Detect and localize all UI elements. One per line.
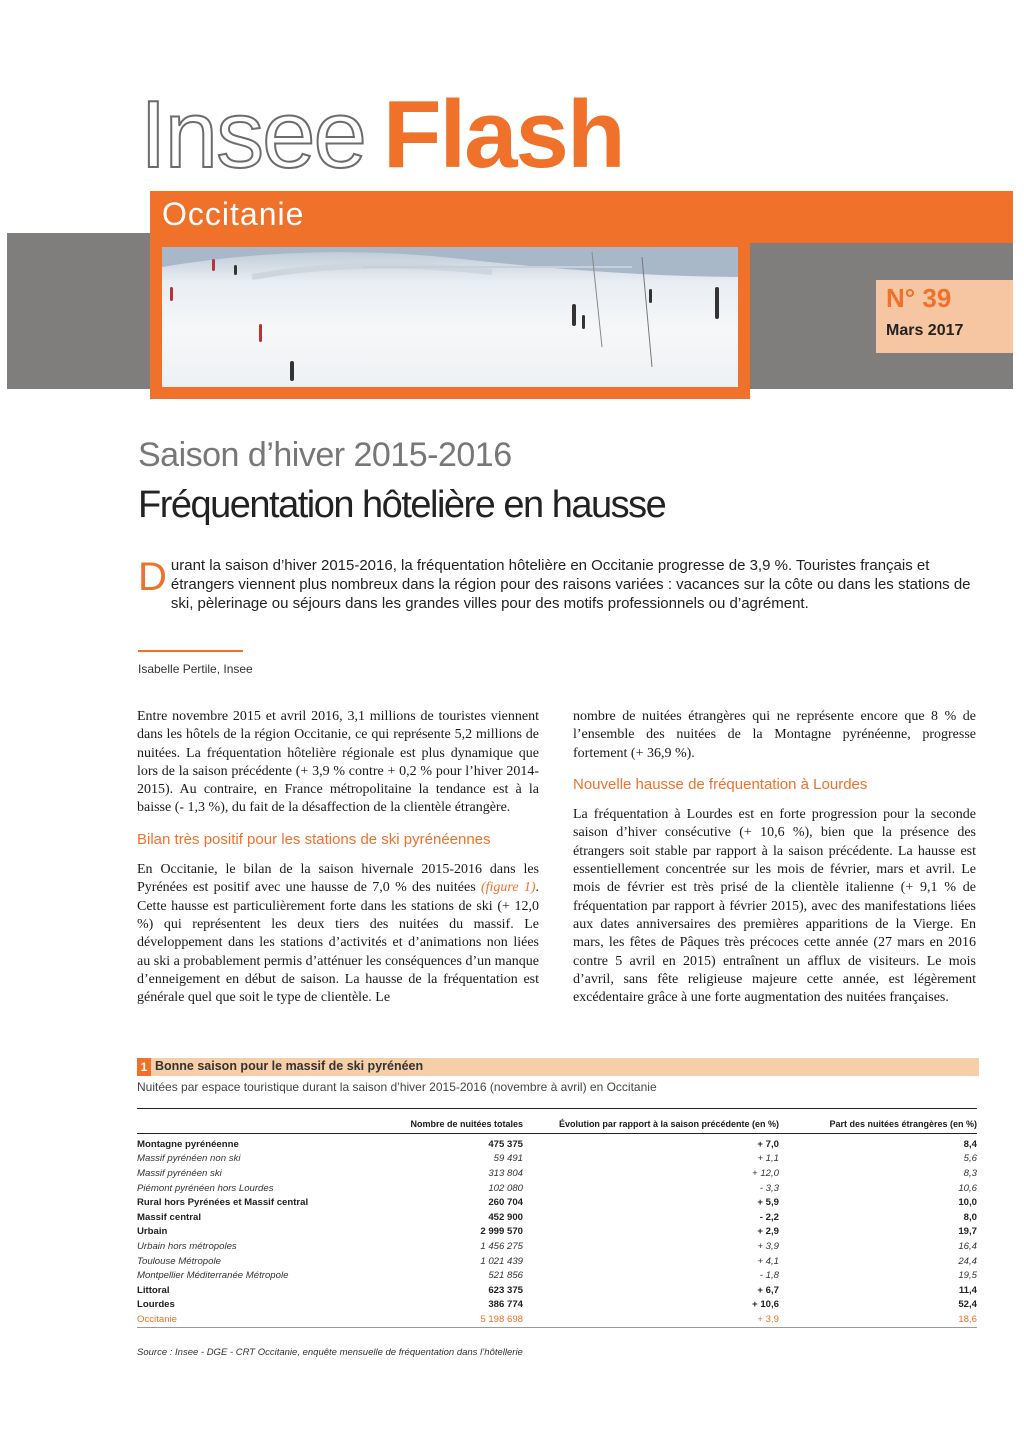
- row-label: Montagne pyrénéenne: [137, 1138, 239, 1150]
- table-row: [137, 1283, 977, 1298]
- part-cell: 52,4: [958, 1299, 977, 1311]
- part-cell: 16,4: [958, 1240, 977, 1252]
- figure-reference-link[interactable]: (figure 1): [480, 880, 536, 896]
- brand-flash: Flash: [382, 81, 624, 188]
- part-cell: 19,7: [958, 1226, 977, 1238]
- evolution-cell: + 6,7: [757, 1284, 779, 1296]
- table-header-row: [137, 1109, 977, 1134]
- table-row: [137, 1239, 977, 1254]
- row-label: Urbain: [137, 1226, 168, 1238]
- nuitees-cell: 260 704: [488, 1197, 523, 1209]
- paragraph: [137, 861, 539, 1007]
- part-cell: 8,3: [963, 1167, 977, 1179]
- brand-logo: [140, 80, 624, 190]
- ski-slope-image: [162, 247, 738, 387]
- issue-date: Mars 2017: [886, 322, 964, 339]
- row-label: Massif pyrénéen ski: [137, 1167, 222, 1179]
- table-row: [137, 1166, 977, 1181]
- nuitees-cell: 521 856: [488, 1270, 523, 1282]
- part-cell: 11,4: [958, 1284, 977, 1296]
- article-lead: [138, 556, 974, 613]
- table-row: [137, 1268, 977, 1283]
- paragraph: nombre de nuitées étrangères qui ne représente encore que 8 % de l’ensemble des nuitées de la Montagne pyrénéenne, progresse fortement (+ 36,9 %).: [573, 709, 976, 761]
- part-cell: 10,6: [958, 1182, 977, 1194]
- part-cell: 5,6: [963, 1153, 977, 1165]
- part-cell: 19,5: [958, 1270, 977, 1282]
- row-label: Massif pyrénéen non ski: [137, 1153, 241, 1165]
- paragraph-text: . Cette hausse est particulièrement forte dans les stations de ski (+ 12,0 %) qui représentent les deux tiers des nuitées du massif. Le développement dans les stations d’activités et d’animations non liées au ski a probablement permis d’atténuer les conséquences d’un manque d’enneigement en début de saison. La hausse de la fréquentation est générale quel que soit le type de clientèle. Le: [137, 880, 539, 1006]
- nuitees-cell: 1 021 439: [480, 1255, 523, 1267]
- part-cell: 8,0: [963, 1211, 977, 1223]
- part-cell: 10,0: [958, 1197, 977, 1209]
- nuitees-cell: 623 375: [488, 1284, 523, 1296]
- evolution-cell: - 1,8: [759, 1270, 779, 1282]
- brand-insee: Insee: [140, 81, 365, 188]
- figure-title: Bonne saison pour le massif de ski pyrénéen: [155, 1059, 424, 1073]
- evolution-cell: + 2,9: [757, 1226, 779, 1238]
- part-cell: 18,6: [779, 1312, 977, 1327]
- figure-subtitle: Nuitées par espace touristique durant la saison d’hiver 2015-2016 (novembre à avril) en Occitanie: [137, 1080, 657, 1094]
- evolution-cell: - 3,3: [759, 1182, 779, 1194]
- evolution-cell: + 1,1: [757, 1153, 779, 1165]
- nuitees-cell: 59 491: [493, 1153, 523, 1165]
- paragraph: La fréquentation à Lourdes est en forte progression pour la seconde saison d’hiver consécutive (+ 10,6 %), bien que la présence des étrangers soit stable par rapport à la saison précédente. La hausse est essentiellement concentrée sur les mois de février, mars et avril. Le mois de février est très prisé de la clientèle italienne (+ 9,1 % de fréquentation par rapport à février 2015), avec des manifestations liées aux dates anniversaires des premières apparitions de la Vierge. En mars, les fêtes de Pâques très précoces cette année (27 mars en 2016 contre 5 avril en 2015) entraînent un afflux de visiteurs. Le mois d’avril, sans fête religieuse majeure cette année, est légèrement excédentaire grâce à une forte augmentation des nuitées françaises.: [573, 807, 976, 1006]
- evolution-cell: + 7,0: [757, 1138, 779, 1150]
- evolution-cell: + 3,9: [757, 1240, 779, 1252]
- lead-dropcap: D: [138, 555, 167, 599]
- row-label: Lourdes: [137, 1299, 175, 1311]
- nuitees-cell: 475 375: [488, 1138, 523, 1150]
- row-label: Piémont pyrénéen hors Lourdes: [137, 1182, 274, 1194]
- row-label: Toulouse Métropole: [137, 1255, 221, 1267]
- nuitees-cell: 452 900: [488, 1211, 523, 1223]
- nuitees-cell: 1 456 275: [480, 1240, 523, 1252]
- issue-number: N° 39: [886, 283, 952, 313]
- figure-number: 1: [137, 1058, 151, 1076]
- row-label: Littoral: [137, 1284, 170, 1296]
- body-column-left: [137, 708, 539, 1007]
- evolution-cell: + 3,9: [523, 1312, 779, 1327]
- part-cell: 8,4: [963, 1138, 977, 1150]
- author: Isabelle Pertile, Insee: [138, 662, 253, 676]
- row-label: Urbain hors métropoles: [137, 1240, 237, 1252]
- row-label: Montpellier Méditerranée Métropole: [137, 1270, 289, 1282]
- part-cell: 24,4: [958, 1255, 977, 1267]
- article-title: Fréquentation hôtelière en hausse: [138, 484, 666, 526]
- row-label: Occitanie: [137, 1312, 337, 1327]
- table-row: [137, 1181, 977, 1196]
- table-row: [137, 1312, 977, 1327]
- table-row: [137, 1152, 977, 1167]
- row-label: Massif central: [137, 1211, 201, 1223]
- figure-source: Source : Insee - DGE - CRT Occitanie, enquête mensuelle de fréquentation dans l’hôtellerie: [137, 1347, 523, 1358]
- ski-slope-photo: [162, 247, 738, 387]
- author-divider: [138, 650, 243, 652]
- table-row: [137, 1225, 977, 1240]
- evolution-cell: + 10,6: [752, 1299, 779, 1311]
- column-header: Évolution par rapport à la saison précédente (en %): [523, 1109, 779, 1134]
- evolution-cell: + 12,0: [752, 1167, 779, 1179]
- section-heading: Bilan très positif pour les stations de ski pyrénéennes: [137, 830, 491, 848]
- article-subtitle: Saison d’hiver 2015-2016: [138, 436, 512, 474]
- table-row: [137, 1134, 977, 1152]
- nuitees-cell: 5 198 698: [337, 1312, 523, 1327]
- column-header: [137, 1109, 337, 1134]
- paragraph-text: En Occitanie, le bilan de la saison hivernale 2015-2016 dans les Pyrénées est positif avec une hausse de 7,0 % des nuitées: [137, 862, 539, 896]
- paragraph: Entre novembre 2015 et avril 2016, 3,1 millions de touristes viennent dans les hôtels de la région Occitanie, ce qui représente 5,2 millions de nuitées. La fréquentation hôtelière régionale est plus dynamique que lors de la saison précédente (+ 3,9 % contre + 0,2 % pour l’hiver 2014-2015). Au contraire, en France métropolitaine la tendance est à la baisse (- 1,3 %), du fait de la désaffection de la clientèle étrangère.: [137, 709, 539, 816]
- evolution-cell: + 5,9: [757, 1197, 779, 1209]
- lead-text: urant la saison d’hiver 2015-2016, la fréquentation hôtelière en Occitanie progresse de 3,9 %. Touristes français et étrangers viennent plus nombreux dans la région pour des raisons variées : vacances sur la côte ou dans les stations de ski, pèlerinage ou séjours dans les grandes villes pour des motifs professionnels ou d’agrément.: [170, 557, 971, 612]
- region-name: Occitanie: [162, 196, 305, 232]
- column-header: Part des nuitées étrangères (en %): [779, 1109, 977, 1134]
- nuitees-cell: 102 080: [488, 1182, 523, 1194]
- section-heading: Nouvelle hausse de fréquentation à Lourdes: [573, 775, 868, 793]
- nuitees-cell: 2 999 570: [480, 1226, 523, 1238]
- nuitees-cell: 386 774: [488, 1299, 523, 1311]
- table-row: [137, 1195, 977, 1210]
- row-label: Rural hors Pyrénées et Massif central: [137, 1197, 309, 1209]
- table-row: [137, 1210, 977, 1225]
- nuitees-table: [137, 1108, 977, 1328]
- evolution-cell: + 4,1: [757, 1255, 779, 1267]
- nuitees-cell: 313 804: [488, 1167, 523, 1179]
- body-column-right: [573, 708, 976, 1007]
- evolution-cell: - 2,2: [759, 1211, 779, 1223]
- table-row: [137, 1298, 977, 1313]
- column-header: Nombre de nuitées totales: [337, 1109, 523, 1134]
- table-row: [137, 1254, 977, 1269]
